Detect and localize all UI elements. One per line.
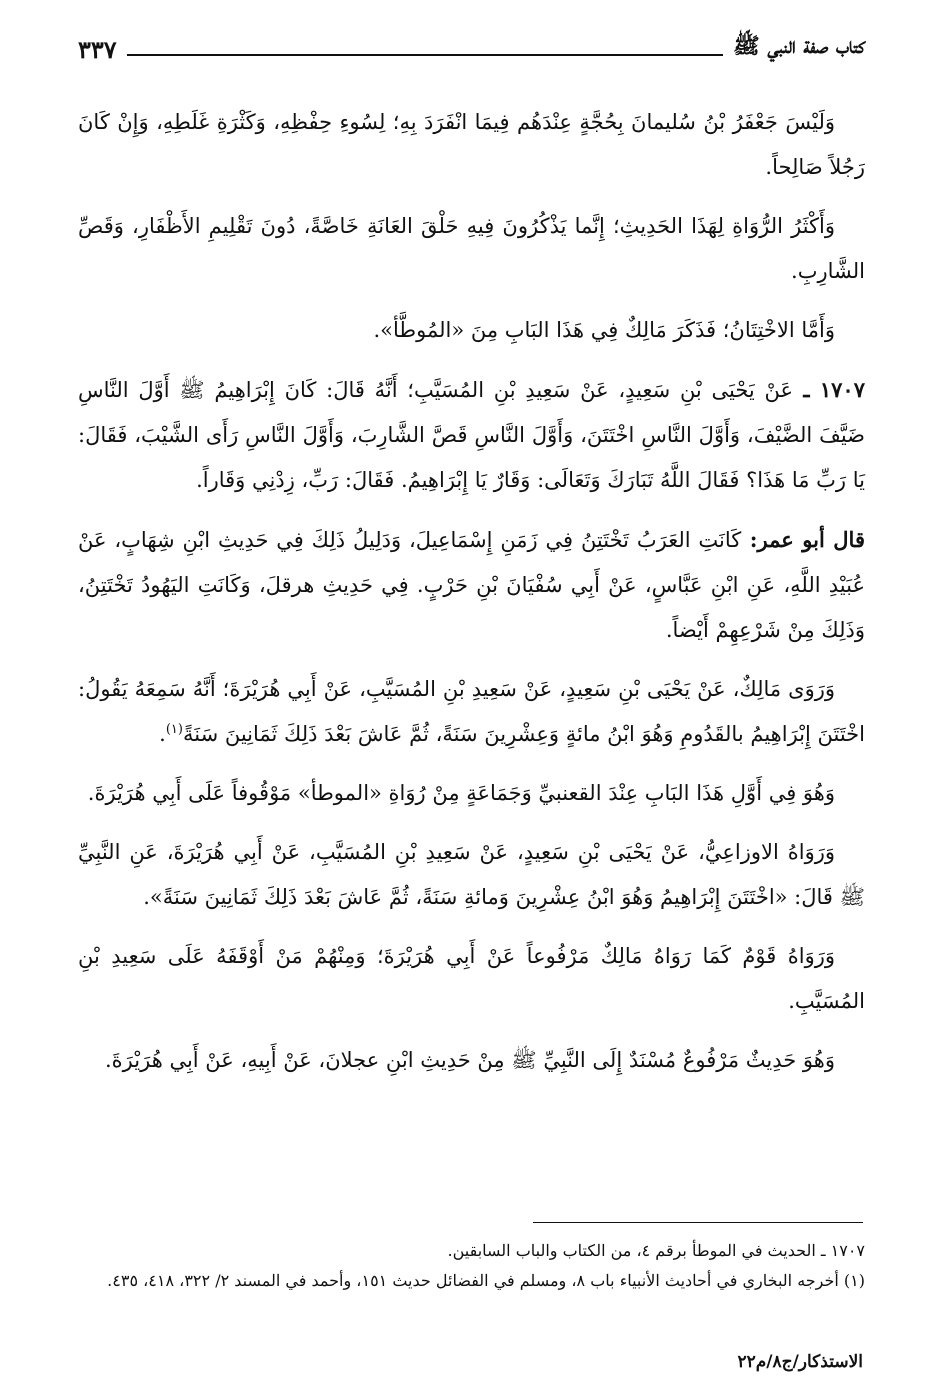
page-number: ٣٣٧ <box>78 35 117 64</box>
footnote: ١٧٠٧ ـ الحديث في الموطأ برقم ٤، من الكتاب والباب السابقين. <box>447 1241 865 1260</box>
paragraph-text: عَنْ يَحْيَى بْنِ سَعِيدٍ، عَنْ سَعِيدِ بْنِ المُسَيَّبِ؛ أَنَّهُ قَالَ: كَانَ إِبْرَاهِيمُ ﷺ أَوَّلَ النَّاسِ ضَيَّفَ الضَّيْفَ، وَأَوَّلَ النَّاسِ اخْتَتَنَ، وَأَوَّلَ النَّاسِ قَصَّ الشَّارِبَ، وَأَوَّلَ النَّاسِ رَأَى الشَّيْبَ، فَقَالَ: يَا رَبِّ مَا هَذَا؟ فَقَالَ اللَّهُ تَبَارَكَ وَتَعَالَى: وَقَارٌ يَا إِبْرَاهِيمُ. فَقَالَ: رَبِّ، زِدْنِي وَقَاراً. <box>78 378 865 492</box>
paragraph <box>78 204 865 294</box>
paragraph-text: وَلَيْسَ جَعْفَرُ بْنُ سُليمانَ بِحُجَّةٍ عِنْدَهُم فِيمَا انْفَرَدَ بِهِ؛ لِسُوءِ حِفْظِهِ، وَكَثْرَةِ غَلَطِهِ، وَإِنْ كَانَ رَجُلاً صَالِحاً. <box>78 110 865 179</box>
commentary-lead: قال أبو عمر: <box>741 527 865 552</box>
paragraph-text: وَرَوَاهُ الاوزاعِيُّ، عَنْ يَحْيَى بْنِ سَعِيدٍ، عَنْ سَعِيدِ بْنِ المُسَيَّبِ، عَنْ أَبِي هُرَيْرَةَ، عَنِ النَّبِيِّ ﷺ قَالَ: «اخْتَتَنَ إِبْرَاهِيمُ وَهُوَ ابْنُ عِشْرِينَ وَمائةِ سَنَةً، ثُمَّ عَاشَ بَعْدَ ذَلِكَ ثَمَانِينَ سَنَةً». <box>78 840 865 909</box>
paragraph: وَرَوَى مَالِكٌ، عَنْ يَحْيَى بْنِ سَعِيدٍ، عَنْ سَعِيدِ بْنِ المُسَيَّبِ، عَنْ أَبِي هُرَيْرَةَ؛ أَنَّهُ سَمِعَهُ يَقُولُ: اخْتَتَنَ إِبْرَاهِيمُ بالقَدُومِ وَهُوَ ابْنُ مائةٍ وَعِشْرِينَ سَنَةً، ثُمَّ عَاشَ بَعْدَ ذَلِكَ ثَمَانِينَ سَنَةً$^{(١)}$. <box>78 677 865 746</box>
paragraph <box>78 100 865 190</box>
hadith-paragraph <box>78 367 865 503</box>
footnote-separator <box>533 1222 863 1223</box>
paragraph <box>78 934 865 1024</box>
paragraph-text: وَأَكْثَرُ الرُّوَاةِ لِهَذَا الحَدِيثِ؛ إِنَّما يَذْكُرُونَ فِيهِ حَلْقَ العَانَةِ خَاصَّةً، دُونَ تَقْلِيمِ الأَظْفَارِ، وَقَصِّ الشَّارِبِ. <box>78 214 865 283</box>
paragraph-text: وَرَوَى مَالِكٌ، عَنْ يَحْيَى بْنِ سَعِيدٍ، عَنْ سَعِيدِ بْنِ المُسَيَّبِ، عَنْ أَبِي هُرَيْرَةَ؛ أَنَّهُ سَمِعَهُ يَقُولُ: اخْتَتَنَ إِبْرَاهِيمُ بالقَدُومِ وَهُوَ ابْنُ مائةٍ وَعِشْرِينَ سَنَةً، ثُمَّ عَاشَ بَعْدَ ذَلِكَ ثَمَانِينَ سَنَةً <box>78 677 865 746</box>
main-text <box>78 100 865 1097</box>
paragraph <box>78 771 865 816</box>
hadith-number: ١٧٠٧ ـ <box>792 377 865 402</box>
paragraph-text: وَرَوَاهُ قَوْمٌ كَمَا رَوَاهُ مَالِكٌ مَرْفُوعاً عَنْ أَبِي هُرَيْرَةَ؛ وَمِنْهُمْ مَنْ أَوْقَفَهُ عَلَى سَعِيدِ بْنِ المُسَيَّبِ. <box>78 944 865 1013</box>
page-signature: الاستذكار/ج٨/م٢٢ <box>737 1352 863 1372</box>
footnote: (١) أخرجه البخاري في أحاديث الأنبياء باب ٨، ومسلم في الفضائل حديث ١٥١، وأحمد في المسند ٢/ ٣٢٢، ٤١٨، ٤٣٥. <box>107 1271 865 1290</box>
paragraph <box>78 308 865 353</box>
paragraph <box>78 1038 865 1083</box>
footnote-reference: (١) <box>165 722 183 737</box>
footnotes <box>78 1236 865 1296</box>
paragraph-text: وَأَمَّا الاخْتِتَانُ؛ فَذَكَرَ مَالِكٌ فِي هَذَا البَابِ مِنَ «المُوطَّأ». <box>373 318 835 342</box>
commentary-paragraph <box>78 517 865 653</box>
page-header <box>78 28 865 64</box>
paragraph-text: وَهُوَ حَدِيثٌ مَرْفُوعٌ مُسْنَدٌ إِلَى النَّبِيِّ ﷺ مِنْ حَدِيثِ ابْنِ عجلانَ، عَنْ أَبِيهِ، عَنْ أَبِي هُرَيْرَةَ. <box>105 1048 835 1072</box>
header-rule <box>127 54 723 56</box>
paragraph-text: وَهُوَ فِي أَوَّلِ هَذَا البَابِ عِنْدَ القعنبيِّ وَجَمَاعَةٍ مِنْ رُوَاةِ «الموطأ» مَوْقُوفاً عَلَى أَبِي هُرَيْرَةَ. <box>87 781 835 805</box>
running-title: كتاب صفة النبي ﷺ <box>733 33 865 59</box>
paragraph-text: كَانَتِ العَرَبُ تَخْتَتِنُ فِي زَمَنِ إِسْمَاعِيلَ، وَدَلِيلُ ذَلِكَ فِي حَدِيثِ ابْنِ شِهَابٍ، عَنْ عُبَيْدِ اللَّهِ، عَنِ ابْنِ عَبَّاسٍ، عَنْ أَبِي سُفْيَانَ بْنِ حَرْبٍ. فِي حَدِيثِ هرقلَ، وَكَانَتِ اليَهُودُ تَخْتَتِنُ، وَذَلِكَ مِنْ شَرْعِهِمْ أَيْضاً. <box>78 528 865 642</box>
paragraph <box>78 830 865 920</box>
